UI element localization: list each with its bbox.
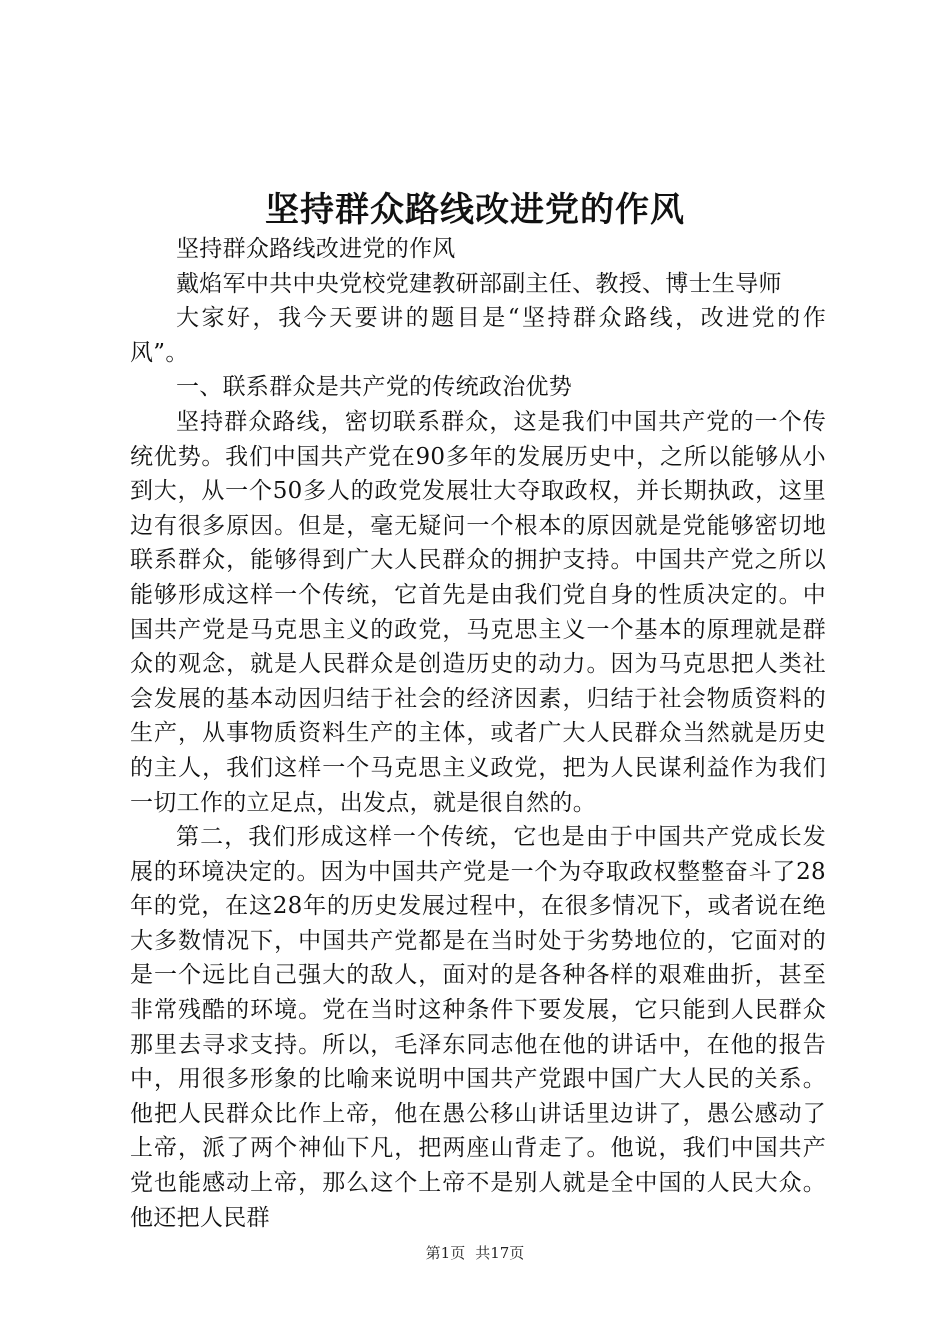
paragraph-author: 戴焰军中共中央党校党建教研部副主任、教授、博士生导师 [176, 270, 782, 297]
section-heading: 一、联系群众是共产党的传统政治优势 [176, 374, 573, 401]
document-body [130, 232, 826, 1235]
paragraph-intro: 大家好，我今天要讲的题目是“坚持群众路线，改进党的作风”。 [130, 305, 826, 366]
paragraph-body: 第二，我们形成这样一个传统，它也是由于中国共产党成长发展的环境决定的。因为中国共产党是一个为夺取政权整整奋斗了28年的党，在这28年的历史发展过程中，在很多情况下，或者说在绝大多数情况下，中国共产党都是在当时处于劣势地位的，它面对的是一个远比自己强大的敌人，面对的是各种各样的艰难曲折，甚至非常残酷的环境。党在当时这种条件下要发展，它只能到人民群众那里去寻求支持。所以，毛泽东同志他在他的讲话中，在他的报告中，用很多形象的比喻来说明中国共产党跟中国广大人民的关系。他把人民群众比作上帝，他在愚公移山讲话里边讲了，愚公感动了上帝，派了两个神仙下凡，把两座山背走了。他说，我们中国共产党也能感动上帝，那么这个上帝不是别人就是全中国的人民大众。他还把人民群 [130, 824, 826, 1231]
paragraph-subtitle: 坚持群众路线改进党的作风 [176, 236, 456, 262]
page-total: 共17页 [475, 1244, 525, 1262]
paragraph-body: 坚持群众路线，密切联系群众，这是我们中国共产党的一个传统优势。我们中国共产党在90多年的发展历史中，之所以能够从小到大，从一个50多人的政党发展壮大夺取政权，并长期执政，这里边有很多原因。但是，毫无疑问一个根本的原因就是党能够密切地联系群众，能够得到广大人民群众的拥护支持。中国共产党之所以能够形成这样一个传统，它首先是由我们党自身的性质决定的。中国共产党是马克思主义的政党，马克思主义一个基本的原理就是群众的观念，就是人民群众是创造历史的动力。因为马克思把人类社会发展的基本动因归结于社会的经济因素，归结于社会物质资料的生产，从事物质资料生产的主体，或者广大人民群众当然就是历史的主人，我们这样一个马克思主义政党，把为人民谋利益作为我们一切工作的立足点，出发点，就是很自然的。 [130, 408, 826, 816]
page-number: 第1页 [425, 1244, 466, 1262]
document-title: 坚持群众路线改进党的作风 [265, 190, 685, 230]
page-footer [0, 1243, 950, 1263]
